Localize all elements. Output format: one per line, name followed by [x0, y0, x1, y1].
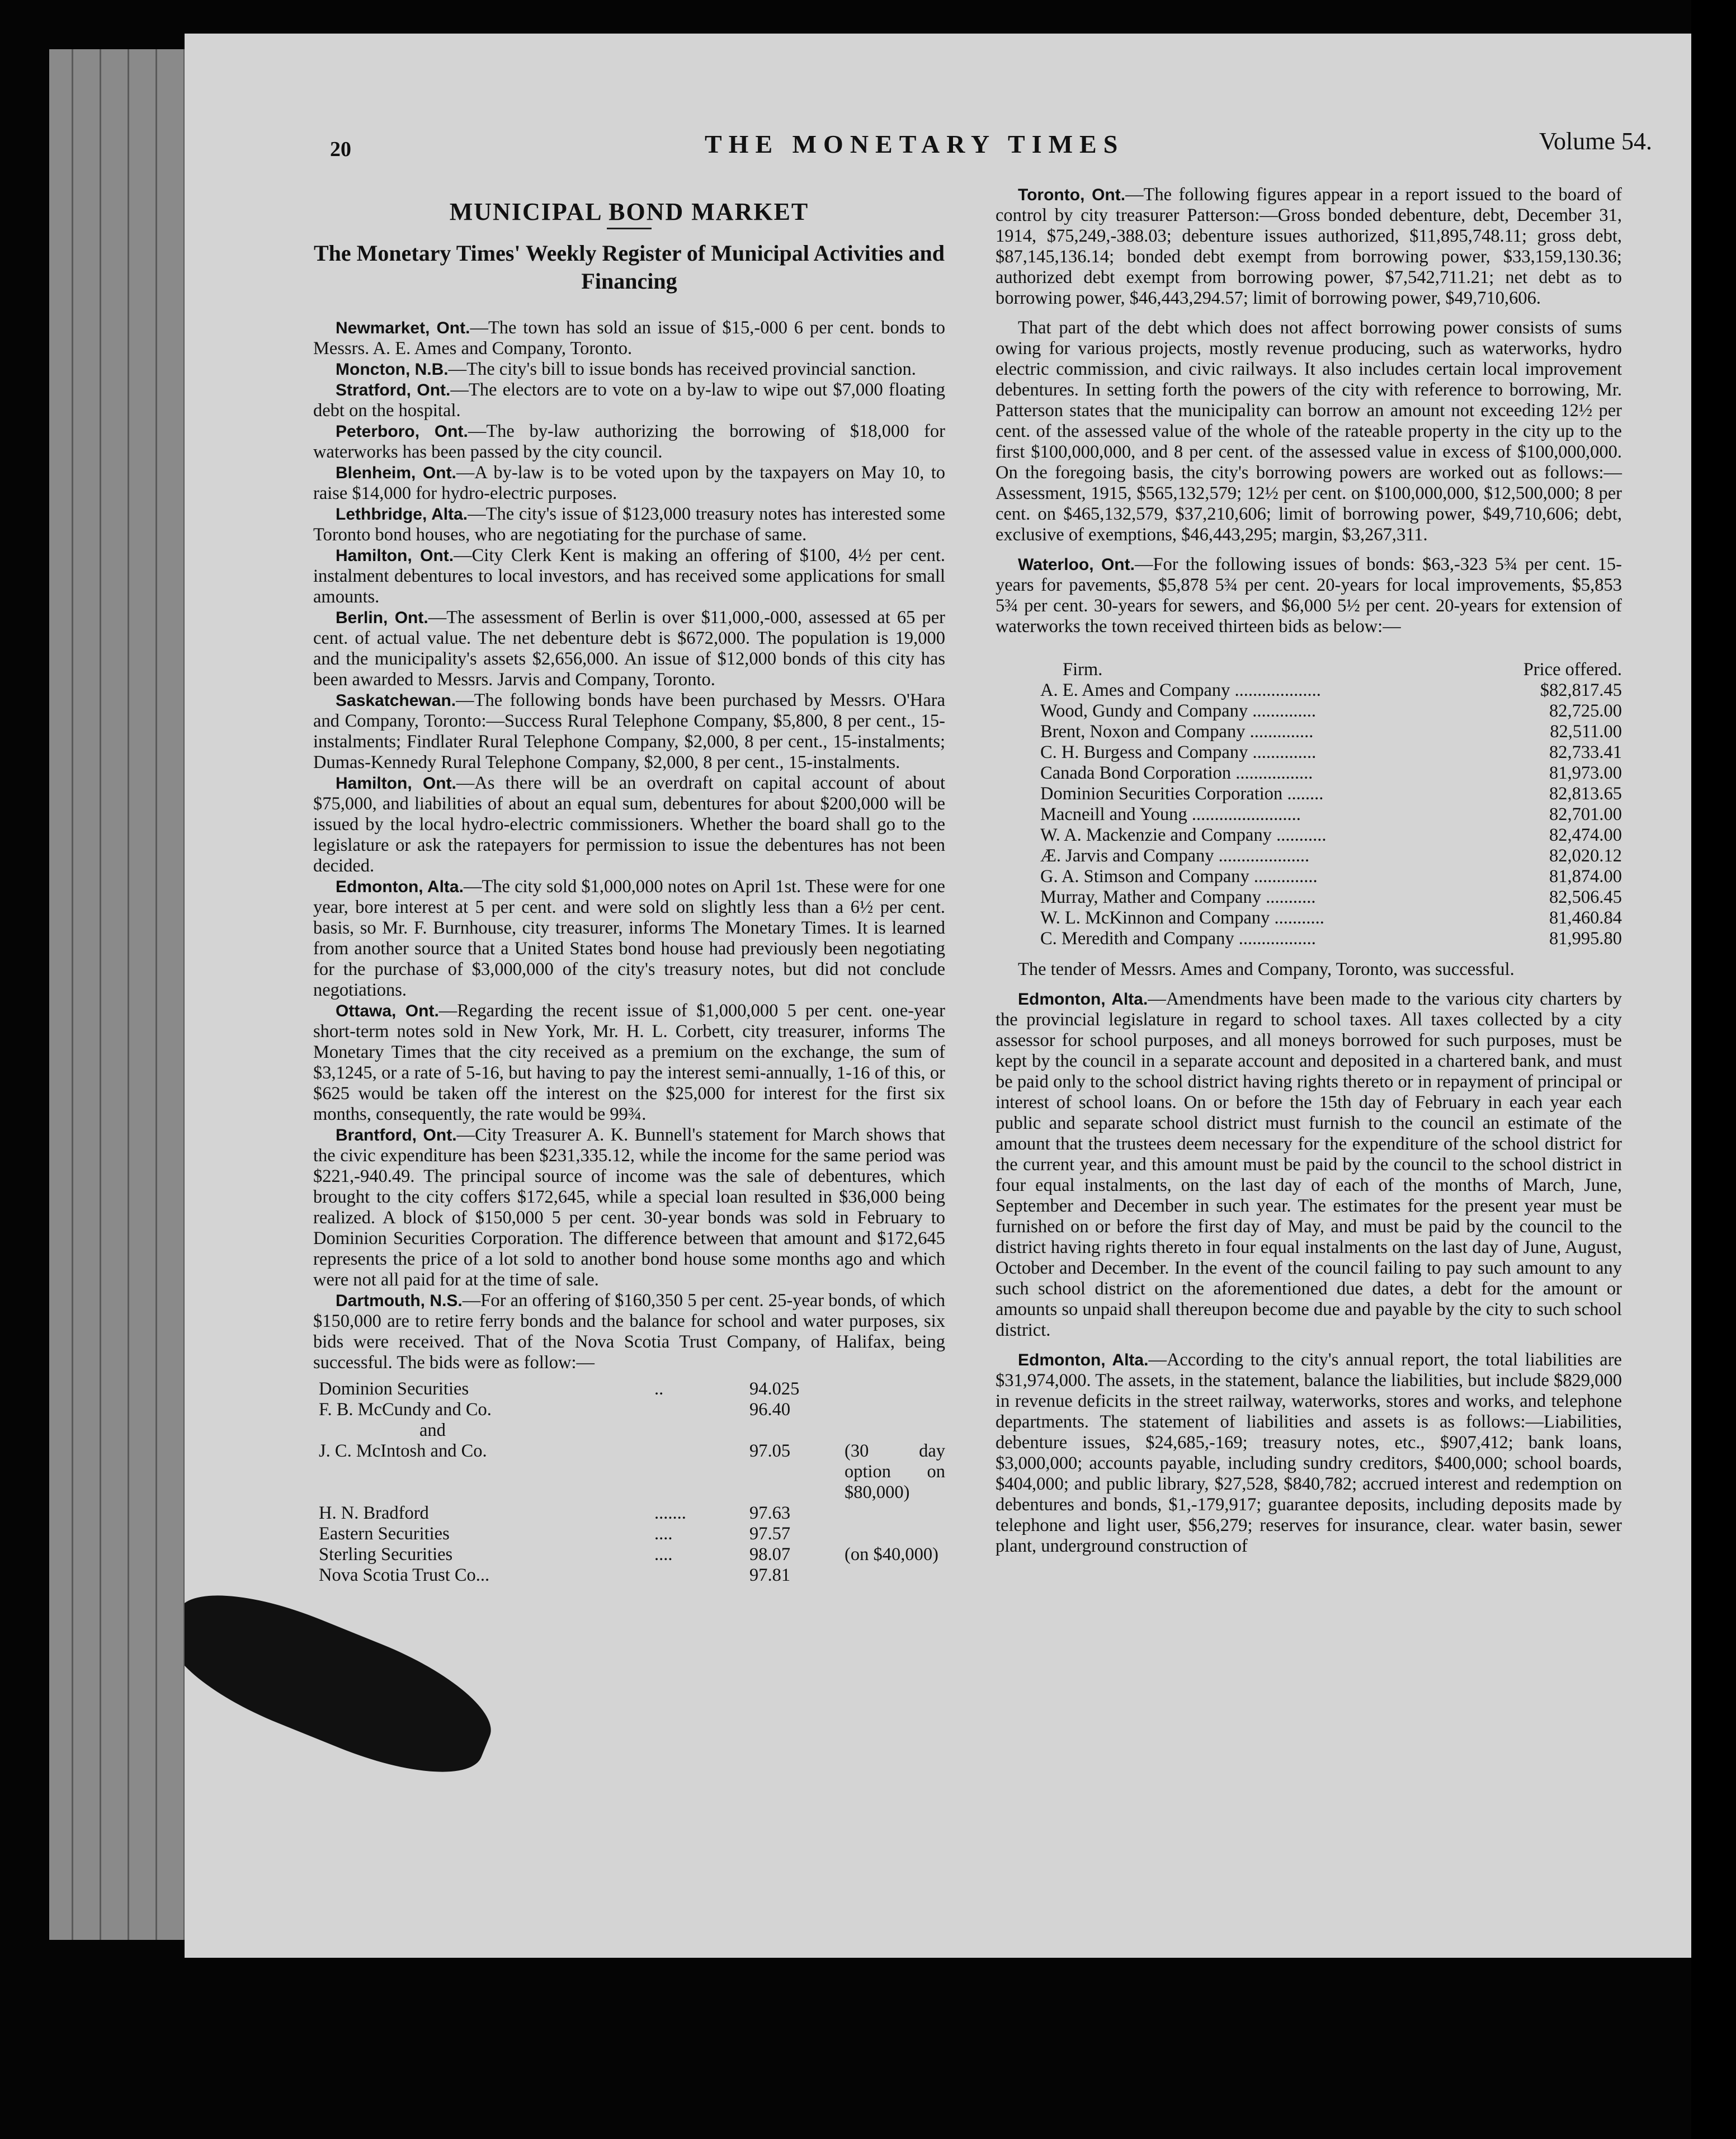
firm-price: 81,973.00	[1549, 763, 1622, 783]
publication-title: THE MONETARY TIMES	[705, 130, 1125, 158]
firm-row	[1040, 887, 1622, 908]
article-text: —The following figures appear in a report issued to the board of control by city treasurer Patterson:—Gross bonded debenture, debt, December 31, 1914, $75,249,-388.03; debenture issues authorized, $11,895,748.11; gross debt, $87,145,136.14; bonded debt exempt from borrowing power, $33,159,130.36; authorized debt exempt from borrowing power, $7,542,711.21; net debt as to borrowing power, $46,443,294.57; limit of borrowing power, $49,710,606.	[996, 185, 1622, 308]
bid-name: Dominion Securities	[319, 1379, 469, 1399]
firm-row	[1040, 846, 1622, 866]
firm-name: C. Meredith and Company .................	[1040, 929, 1316, 949]
article-text: —A by-law is to be voted upon by the taxpayers on May 10, to raise $14,000 for hydro-electric purposes.	[313, 463, 946, 503]
news-item	[313, 1125, 945, 1290]
bid-row	[313, 1441, 945, 1503]
place-name: Peterboro, Ont.	[336, 422, 468, 441]
bid-price: 96.40	[749, 1400, 791, 1420]
article-text: —For an offering of $160,350 5 per cent. 25-year bonds, of which $150,000 are to retire ferry bonds and the balance for school and water purposes, six bids were received. That of the Nova Scotia Trust Company, of Halifax, being successful. The bids were as follow:—	[313, 1290, 946, 1373]
article-text: —The following bonds have been purchased by Messrs. O'Hara and Company, Toronto:—Success Rural Telephone Company, $5,800, 8 per cent., 15-instalments; Findlater Rural Telephone Company, $2,000, 8 per cent., 15-instalments; Dumas-Kennedy Rural Telephone Company, $2,000, 8 per cent., 15-instalments.	[313, 690, 945, 772]
firm-price: 82,725.00	[1549, 701, 1622, 721]
bid-note	[845, 1524, 945, 1544]
bid-dots: ..	[654, 1379, 664, 1399]
section-title: MUNICIPAL BOND MARKET	[449, 198, 809, 225]
firm-price: 82,020.12	[1549, 846, 1622, 866]
news-item	[313, 1290, 945, 1373]
bid-row	[313, 1400, 945, 1420]
news-item	[313, 463, 945, 504]
place-name: Hamilton, Ont.	[336, 546, 454, 565]
bid-dots	[654, 1565, 749, 1586]
bid-price: 97.81	[749, 1565, 791, 1585]
firm-name: Canada Bond Corporation .................	[1040, 763, 1313, 783]
firm-row	[1040, 825, 1622, 846]
article-text: —City Treasurer A. K. Bunnell's statement for March shows that the civic expenditure has been $231,335.12, while the income for the same period was $221,-940.49. The principal source of income was the sale of debentures, which brought to the city coffers $172,645, while a special loan resulted in $36,000 being realized. A block of $150,000 5 per cent. 30-year bonds was sold in February to Dominion Securities Corporation. The difference between that amount and $172,645 represents the price of a lot sold to another bond house some months ago and which were not all paid for at the time of sale.	[313, 1125, 946, 1290]
place-name: Hamilton, Ont.	[336, 774, 456, 793]
firm-name: Macneill and Young ........................	[1040, 804, 1301, 824]
bid-row	[313, 1524, 945, 1544]
bid-dots	[654, 1400, 749, 1420]
article-text: —The city sold $1,000,000 notes on April 1st. These were for one year, bore interest at 5 per cent. and were sold on slightly less than a 6½ per cent. basis, so Mr. F. Burnhouse, city treasurer, informs The Monetary Times. It is learned from another source that a United States bond house had previously been negotiating for the purchase of $3,000,000 of the city's treasury notes, but did not conclude negotiations.	[313, 877, 945, 1000]
firm-row	[1040, 680, 1622, 701]
edmonton-paragraph-2	[996, 1350, 1622, 1557]
place-name: Waterloo, Ont.	[1018, 555, 1135, 574]
bid-name: Nova Scotia Trust Co...	[319, 1565, 490, 1585]
bid-dots	[654, 1420, 749, 1441]
page-number: 20	[330, 138, 351, 161]
article-text: —The electors are to vote on a by-law to wipe out $7,000 floating debt on the hospital.	[313, 380, 946, 421]
firm-name: Æ. Jarvis and Company ....................	[1040, 846, 1310, 866]
news-item	[313, 877, 945, 1001]
right-column	[996, 185, 1622, 1557]
right-border	[1691, 0, 1736, 2139]
bid-note	[845, 1420, 945, 1441]
waterloo-paragraph	[996, 554, 1622, 637]
firm-row	[1040, 701, 1622, 722]
bid-price: 97.63	[749, 1503, 791, 1523]
bid-note	[845, 1400, 945, 1420]
article-text: —For the following issues of bonds: $63,-323 5¾ per cent. 15-years for pavements, $5,878 5¾ per cent. 20-years for local improvements, $5,853 5¾ per cent. 30-years for sewers, and $6,000 5½ per cent. 20-years for extension of waterworks the town received thirteen bids as below:—	[996, 554, 1622, 637]
waterloo-bids-table	[1040, 659, 1622, 949]
firm-price: $82,817.45	[1540, 680, 1622, 700]
bid-name: J. C. McIntosh and Co.	[319, 1441, 487, 1461]
article-text: —The city's issue of $123,000 treasury notes has interested some Toronto bond houses, who are negotiating for the purchase of same.	[313, 504, 946, 545]
toronto-paragraph-2: That part of the debt which does not affect borrowing power consists of sums owing for various projects, mostly revenue producing, such as waterworks, hydro electric commission, and civic railways. It also includes certain local improvement debentures. In setting forth the powers of the city with reference to borrowing, Mr. Patterson states that the municipality can borrow an amount not exceeding 12½ per cent. of the assessed value of the whole of the rateable property in the city up to the first $100,000,000, and 8 per cent. of the assessed value in excess of $100,000,000. On the foregoing basis, the city's borrowing powers are worked out as follows:—Assessment, 1915, $565,132,579; 12½ per cent. on $100,000,000, $12,500,000; 8 per cent. on $465,132,579, $37,210,606; limit of borrowing power, $49,710,606; debt, exclusive of exemptions, $46,443,295; margin, $3,267,311.	[996, 318, 1622, 545]
bid-note	[845, 1379, 945, 1400]
firm-price: 82,733.41	[1549, 742, 1622, 762]
firm-price: 82,511.00	[1550, 722, 1622, 742]
bid-note	[845, 1503, 945, 1524]
firm-price: 82,701.00	[1549, 804, 1622, 824]
firm-price: 81,874.00	[1549, 866, 1622, 887]
bid-name: H. N. Bradford	[319, 1503, 429, 1523]
firm-name: W. A. Mackenzie and Company ...........	[1040, 825, 1327, 845]
firm-name: C. H. Burgess and Company ..............	[1040, 742, 1317, 762]
bid-name: F. B. McCundy and Co.	[319, 1400, 492, 1420]
firm-name: W. L. McKinnon and Company ...........	[1040, 908, 1324, 928]
firm-price: 82,474.00	[1549, 825, 1622, 845]
left-column	[313, 168, 945, 1586]
firm-row	[1040, 908, 1622, 929]
bid-name: and	[419, 1420, 446, 1440]
news-item	[313, 773, 945, 877]
firm-row	[1040, 866, 1622, 887]
article-text: —Amendments have been made to the various city charters by the provincial legislature in regard to school taxes. All taxes collected by a city assessor for school purposes, and all moneys borrowed for such purposes, must be kept by the council in a separate account and deposited in a chartered bank, and must be paid only to the school district having rights thereto or in repayment of principal or interest of school loans. On or before the 15th day of February in each year each public and separate school district must furnish to the council an estimate of the amount that the trustees deem necessary for the expenditure of the school district for the current year, and this amount must be paid by the council to the school district in four equal instalments, on the last day of each of the months of March, June, September and December in such year. The estimates for the present year must be furnished on or before the first day of May, and must be paid by the council to the district having rights thereto in four equal instalments on the last day of June, August, October and December. In the event of the council failing to pay such amount to any such school district on the aforementioned due dates, a debt for the amount or amounts so unpaid shall thereupon become due and payable by the city to such school district.	[996, 989, 1622, 1340]
bid-row	[313, 1503, 945, 1524]
firm-price: 82,506.45	[1549, 887, 1622, 907]
firm-name: Dominion Securities Corporation ........	[1040, 784, 1324, 804]
article-text: —As there will be an overdraft on capital account of about $75,000, and liabilities of about an equal sum, debentures for about $200,000 will be issued by the local hydro-electric commissioners. Whether the board shall go to the legislature or ask the ratepayers for permission to issue the debentures has not been decided.	[313, 773, 945, 876]
firm-name: Murray, Mather and Company ...........	[1040, 887, 1316, 907]
firm-row	[1040, 804, 1622, 825]
bid-price: 98.07	[749, 1544, 791, 1565]
place-name: Dartmouth, N.S.	[336, 1292, 463, 1310]
place-name: Brantford, Ont.	[336, 1126, 457, 1144]
waterloo-result: The tender of Messrs. Ames and Company, Toronto, was successful.	[1018, 959, 1515, 979]
article-text: —According to the city's annual report, the total liabilities are $31,974,000. The assets, in the statement, balance the liabilities, but include $829,000 in revenue deficits in the street railway, waterworks, stores and works, and telephone departments. The statement of liabilities and assets is as follows:—Liabilities, debenture issues, $24,685,-169; treasury notes, etc., $907,412; bank loans, $3,000,000; accounts payable, including sundry creditors, $400,000; school boards, $404,000; and public library, $27,528, $840,782; accrued interest and redemption on debentures and bonds, $1,-179,917; guarantee deposits, including deposits made by telephone and light user, $56,279; reserves for insurance, clear. water basin, sewer plant, underground construction of	[996, 1350, 1622, 1556]
bid-row	[313, 1544, 945, 1565]
bid-row	[313, 1379, 945, 1400]
bid-dots: ....	[654, 1524, 673, 1544]
article-text: —City Clerk Kent is making an offering of $100, 4½ per cent. instalment debentures to local investors, and has received some applications for small amounts.	[313, 545, 945, 607]
bid-row	[313, 1420, 945, 1441]
firm-price: 82,813.65	[1549, 784, 1622, 804]
news-item	[313, 380, 945, 421]
firm-row	[1040, 722, 1622, 742]
news-item	[313, 690, 945, 773]
article-text: —The city's bill to issue bonds has received provincial sanction.	[448, 359, 916, 379]
place-name: Newmarket, Ont.	[336, 319, 470, 337]
thumb-shadow	[185, 1569, 507, 1798]
volume-label: Volume 54.	[1539, 128, 1652, 155]
firm-row	[1040, 742, 1622, 763]
place-name: Stratford, Ont.	[336, 381, 451, 399]
article-text: —The town has sold an issue of $15,-000 6 per cent. bonds to Messrs. A. E. Ames and Company, Toronto.	[313, 318, 945, 359]
firm-name: A. E. Ames and Company ...................	[1040, 680, 1321, 700]
place-name: Toronto, Ont.	[1018, 186, 1126, 204]
place-name: Lethbridge, Alta.	[336, 505, 468, 524]
firm-row	[1040, 929, 1622, 949]
bid-row	[313, 1565, 945, 1586]
news-item	[313, 318, 945, 359]
news-item	[313, 1001, 945, 1125]
news-item	[313, 421, 945, 463]
place-name: Edmonton, Alta.	[336, 878, 464, 896]
bid-dots: .......	[654, 1503, 686, 1523]
left-items	[313, 318, 945, 1373]
firm-price: 81,460.84	[1549, 908, 1622, 928]
bid-price	[749, 1420, 845, 1441]
bid-price: 94.025	[749, 1379, 800, 1399]
place-name: Saskatchewan.	[336, 691, 456, 710]
place-name: Edmonton, Alta.	[1018, 1351, 1149, 1369]
news-item	[313, 359, 945, 380]
page-header	[313, 120, 1652, 171]
bid-name: Eastern Securities	[319, 1524, 450, 1544]
section-rule	[607, 228, 652, 229]
firm-price: 81,995.80	[1549, 929, 1622, 949]
place-name: Berlin, Ont.	[336, 609, 428, 627]
place-name: Blenheim, Ont.	[336, 464, 456, 482]
section-subtitle: The Monetary Times' Weekly Register of Municipal Activities and Financing	[313, 241, 945, 294]
news-item	[313, 504, 945, 545]
bid-dots: ....	[654, 1544, 673, 1565]
bid-price: 97.05	[749, 1441, 791, 1461]
news-item	[313, 545, 945, 607]
article-text: —Regarding the recent issue of $1,000,000 5 per cent. one-year short-term notes sold in New York, Mr. H. L. Corbett, city treasurer, informs The Monetary Times that the city received as a premium on the exchange, the sum of $3,1245, or a rate of 5-16, but having to pay the interest semi-annually, 1-16 of this, or $625 would be taken off the interest on the $25,000 for interest for the first six months, consequently, the rate would be 99¾.	[313, 1001, 945, 1124]
bid-dots	[654, 1441, 749, 1503]
firm-row	[1040, 784, 1622, 804]
firm-name: G. A. Stimson and Company ..............	[1040, 866, 1318, 887]
dartmouth-bids-table	[313, 1379, 945, 1586]
news-item	[313, 607, 945, 690]
bid-note: (on $40,000)	[845, 1544, 938, 1565]
bid-note: (30 day option on $80,000)	[845, 1441, 945, 1502]
bid-note	[845, 1565, 945, 1586]
place-name: Edmonton, Alta.	[1018, 990, 1148, 1009]
price-header: Price offered.	[1523, 659, 1622, 680]
bid-name: Sterling Securities	[319, 1544, 453, 1565]
firm-name: Wood, Gundy and Company ..............	[1040, 701, 1316, 721]
edmonton-paragraph-1	[996, 989, 1622, 1341]
article-text: —The assessment of Berlin is over $11,000,-000, assessed at 65 per cent. of actual value. The net debenture debt is $672,000. The population is 19,000 and the municipality's assets $2,656,000. An issue of $12,000 bonds of this city has been awarded to Messrs. Jarvis and Company, Toronto.	[313, 607, 945, 690]
article-text: —The by-law authorizing the borrowing of $18,000 for waterworks has been passed by the city council.	[313, 421, 945, 462]
firm-header: Firm.	[1063, 659, 1103, 680]
place-name: Ottawa, Ont.	[336, 1002, 439, 1020]
place-name: Moncton, N.B.	[336, 360, 449, 379]
firm-row	[1040, 763, 1622, 784]
toronto-paragraph	[996, 185, 1622, 309]
bid-price: 97.57	[749, 1524, 791, 1544]
firm-name: Brent, Noxon and Company ..............	[1040, 722, 1314, 742]
